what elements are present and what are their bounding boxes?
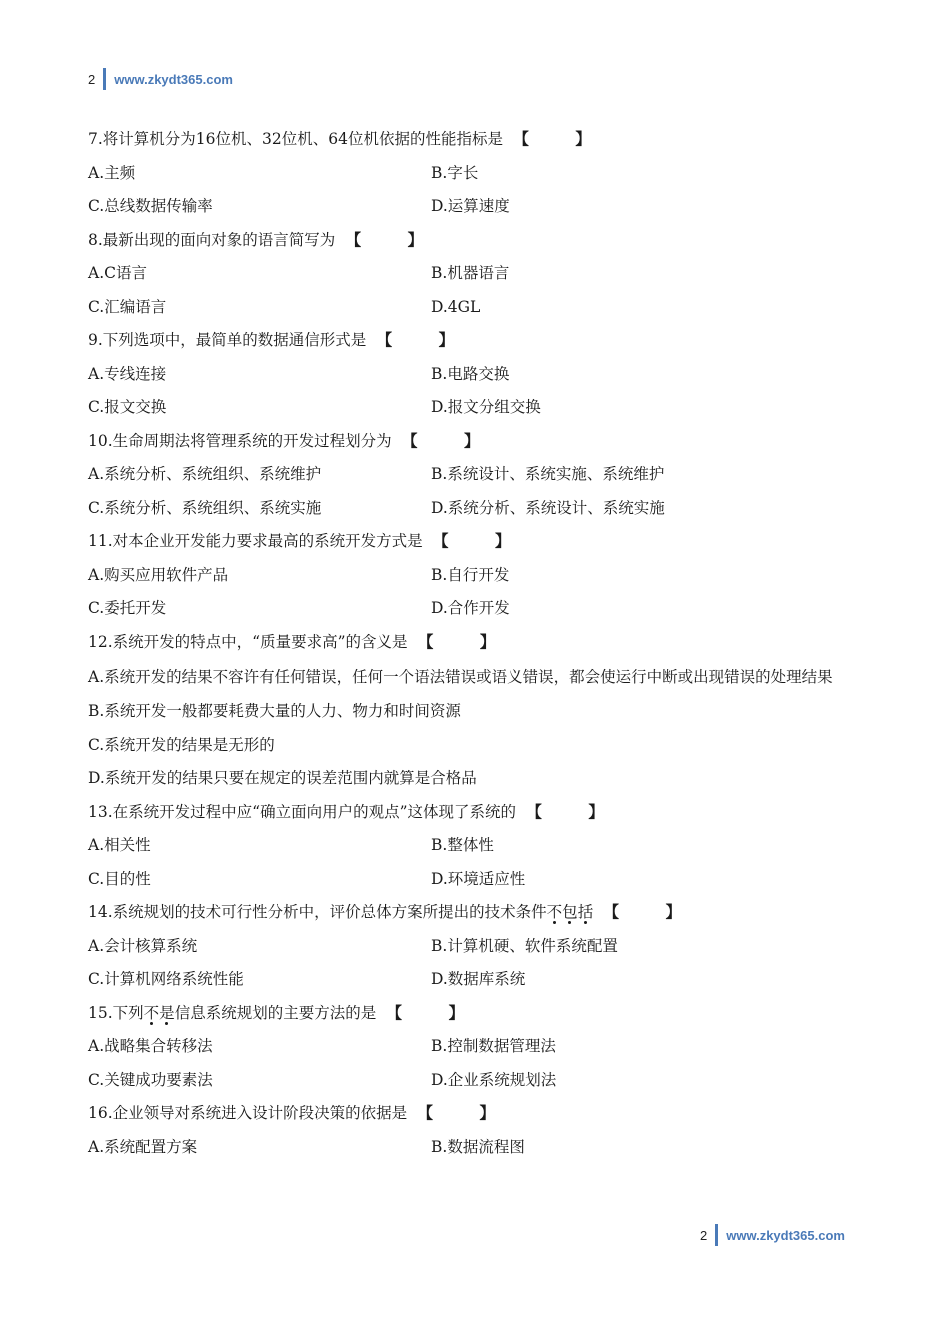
question-7 bbox=[88, 123, 888, 157]
q13-stem: 13.在系统开发过程中应“确立面向用户的观点”这体现了系统的 bbox=[88, 802, 517, 821]
header-page-number: 2 bbox=[88, 71, 96, 87]
q15-option-b[interactable]: B.控制数据管理法 bbox=[431, 1037, 556, 1055]
page-header bbox=[88, 68, 233, 90]
q15-options-row-1 bbox=[88, 1030, 888, 1064]
q7-option-b[interactable]: B.字长 bbox=[431, 163, 479, 182]
question-12 bbox=[88, 626, 888, 660]
q13-option-a[interactable]: A.相关性 bbox=[88, 836, 151, 854]
q16-option-a[interactable]: A.系统配置方案 bbox=[88, 1137, 198, 1156]
q9-stem: 9.下列选项中，最简单的数据通信形式是 bbox=[88, 331, 367, 349]
q14-stem: 14.系统规划的技术可行性分析中，评价总体方案所提出的技术条件 bbox=[88, 903, 547, 921]
q11-option-d[interactable]: D.合作开发 bbox=[431, 599, 510, 617]
q9-option-d[interactable]: D.报文分组交换 bbox=[431, 398, 541, 416]
q9-options-row-1 bbox=[88, 358, 888, 392]
q14-option-b[interactable]: B.计算机硬、软件系统配置 bbox=[431, 936, 618, 955]
q13-option-b[interactable]: B.整体性 bbox=[431, 836, 494, 854]
q14-emphasis: 不包括 bbox=[546, 903, 594, 921]
q15-option-a[interactable]: A.战略集合转移法 bbox=[88, 1037, 213, 1055]
answer-bracket[interactable]: 【 】 bbox=[417, 632, 496, 651]
q10-option-d[interactable]: D.系统分析、系统设计、系统实施 bbox=[431, 498, 665, 517]
q8-option-c[interactable]: C.汇编语言 bbox=[88, 297, 167, 316]
q11-stem: 11.对本企业开发能力要求最高的系统开发方式是 bbox=[88, 532, 423, 550]
question-16 bbox=[88, 1097, 888, 1131]
q9-options-row-2 bbox=[88, 391, 888, 425]
question-9 bbox=[88, 324, 888, 358]
q9-option-a[interactable]: A.专线连接 bbox=[88, 364, 167, 383]
header-divider bbox=[103, 68, 106, 90]
answer-bracket[interactable]: 【 】 bbox=[526, 802, 604, 821]
q13-option-d[interactable]: D.环境适应性 bbox=[431, 869, 526, 888]
question-14 bbox=[88, 896, 888, 930]
q16-options-row-1 bbox=[88, 1131, 888, 1165]
q9-option-b[interactable]: B.电路交换 bbox=[431, 364, 510, 383]
q8-options-row-2 bbox=[88, 291, 888, 325]
q7-options-row-1 bbox=[88, 157, 888, 191]
footer-url[interactable]: www.zkydt365.com bbox=[726, 1227, 845, 1243]
q12-option-c[interactable]: C.系统开发的结果是无形的 bbox=[88, 735, 275, 754]
q7-stem: 7.将计算机分为16位机、32位机、64位机依据的性能指标是 bbox=[88, 130, 503, 148]
q8-option-b[interactable]: B.机器语言 bbox=[431, 264, 510, 282]
question-10 bbox=[88, 425, 888, 459]
q12-option-d[interactable]: D.系统开发的结果只要在规定的误差范围内就算是合格品 bbox=[88, 769, 477, 787]
answer-bracket[interactable]: 【 】 bbox=[603, 903, 682, 921]
q10-option-b[interactable]: B.系统设计、系统实施、系统维护 bbox=[431, 465, 665, 483]
answer-bracket[interactable]: 【 】 bbox=[513, 130, 591, 148]
q11-options-row-2 bbox=[88, 592, 888, 626]
question-8 bbox=[88, 224, 888, 258]
q15-option-d[interactable]: D.企业系统规划法 bbox=[431, 1070, 557, 1089]
q9-option-c[interactable]: C.报文交换 bbox=[88, 398, 167, 416]
answer-bracket[interactable]: 【 】 bbox=[376, 331, 455, 349]
q14-option-d[interactable]: D.数据库系统 bbox=[431, 970, 526, 988]
q11-options-row-1 bbox=[88, 559, 888, 593]
q13-options-row-2 bbox=[88, 863, 888, 897]
q15-options-row-2 bbox=[88, 1064, 888, 1098]
answer-bracket[interactable]: 【 】 bbox=[402, 431, 480, 450]
q10-stem: 10.生命周期法将管理系统的开发过程划分为 bbox=[88, 431, 392, 450]
q15-stem-pre: 15.下列 bbox=[88, 1003, 144, 1022]
q14-options-row-2 bbox=[88, 963, 888, 997]
answer-bracket[interactable]: 【 】 bbox=[417, 1104, 496, 1122]
q7-options-row-2 bbox=[88, 190, 888, 224]
q7-option-c[interactable]: C.总线数据传输率 bbox=[88, 197, 213, 215]
q13-option-c[interactable]: C.目的性 bbox=[88, 869, 151, 888]
question-15 bbox=[88, 997, 888, 1031]
q8-option-d[interactable]: D.4GL bbox=[431, 297, 481, 316]
q12-option-a[interactable]: A.系统开发的结果不容许有任何错误，任何一个语法错误或语义错误，都会使运行中断或出现错误的处理结果 bbox=[88, 668, 833, 686]
answer-bracket[interactable]: 【 】 bbox=[433, 532, 511, 550]
q14-options-row-1 bbox=[88, 930, 888, 964]
q13-options-row-1 bbox=[88, 829, 888, 863]
q10-option-c[interactable]: C.系统分析、系统组织、系统实施 bbox=[88, 498, 322, 517]
answer-bracket[interactable]: 【 】 bbox=[345, 230, 424, 249]
q16-stem: 16.企业领导对系统进入设计阶段决策的依据是 bbox=[88, 1104, 408, 1122]
q15-stem-post: 信息系统规划的主要方法的是 bbox=[174, 1003, 377, 1022]
q11-option-b[interactable]: B.自行开发 bbox=[431, 565, 510, 584]
q14-option-a[interactable]: A.会计核算系统 bbox=[88, 936, 198, 955]
q11-option-a[interactable]: A.购买应用软件产品 bbox=[88, 565, 229, 584]
q8-option-a[interactable]: A.C语言 bbox=[88, 264, 147, 282]
question-11 bbox=[88, 525, 888, 559]
footer-page-number: 2 bbox=[700, 1227, 708, 1243]
q12-option-b[interactable]: B.系统开发一般都要耗费大量的人力、物力和时间资源 bbox=[88, 702, 461, 720]
header-url[interactable]: www.zkydt365.com bbox=[114, 71, 233, 87]
q15-emphasis: 不是 bbox=[143, 1003, 175, 1022]
page-footer bbox=[700, 1224, 845, 1246]
q10-options-row-2 bbox=[88, 492, 888, 526]
q10-options-row-1 bbox=[88, 458, 888, 492]
answer-bracket[interactable]: 【 】 bbox=[386, 1003, 465, 1022]
q14-option-c[interactable]: C.计算机网络系统性能 bbox=[88, 970, 244, 988]
q7-option-d[interactable]: D.运算速度 bbox=[431, 197, 510, 215]
question-list bbox=[88, 123, 888, 1164]
question-13 bbox=[88, 796, 888, 830]
q11-option-c[interactable]: C.委托开发 bbox=[88, 599, 167, 617]
q15-option-c[interactable]: C.关键成功要素法 bbox=[88, 1070, 213, 1089]
q8-options-row-1 bbox=[88, 257, 888, 291]
q16-option-b[interactable]: B.数据流程图 bbox=[431, 1137, 525, 1156]
footer-divider bbox=[715, 1224, 718, 1246]
q12-stem: 12.系统开发的特点中，“质量要求高”的含义是 bbox=[88, 632, 408, 651]
q10-option-a[interactable]: A.系统分析、系统组织、系统维护 bbox=[88, 465, 322, 483]
q8-stem: 8.最新出现的面向对象的语言简写为 bbox=[88, 230, 336, 249]
q7-option-a[interactable]: A.主频 bbox=[88, 163, 136, 182]
